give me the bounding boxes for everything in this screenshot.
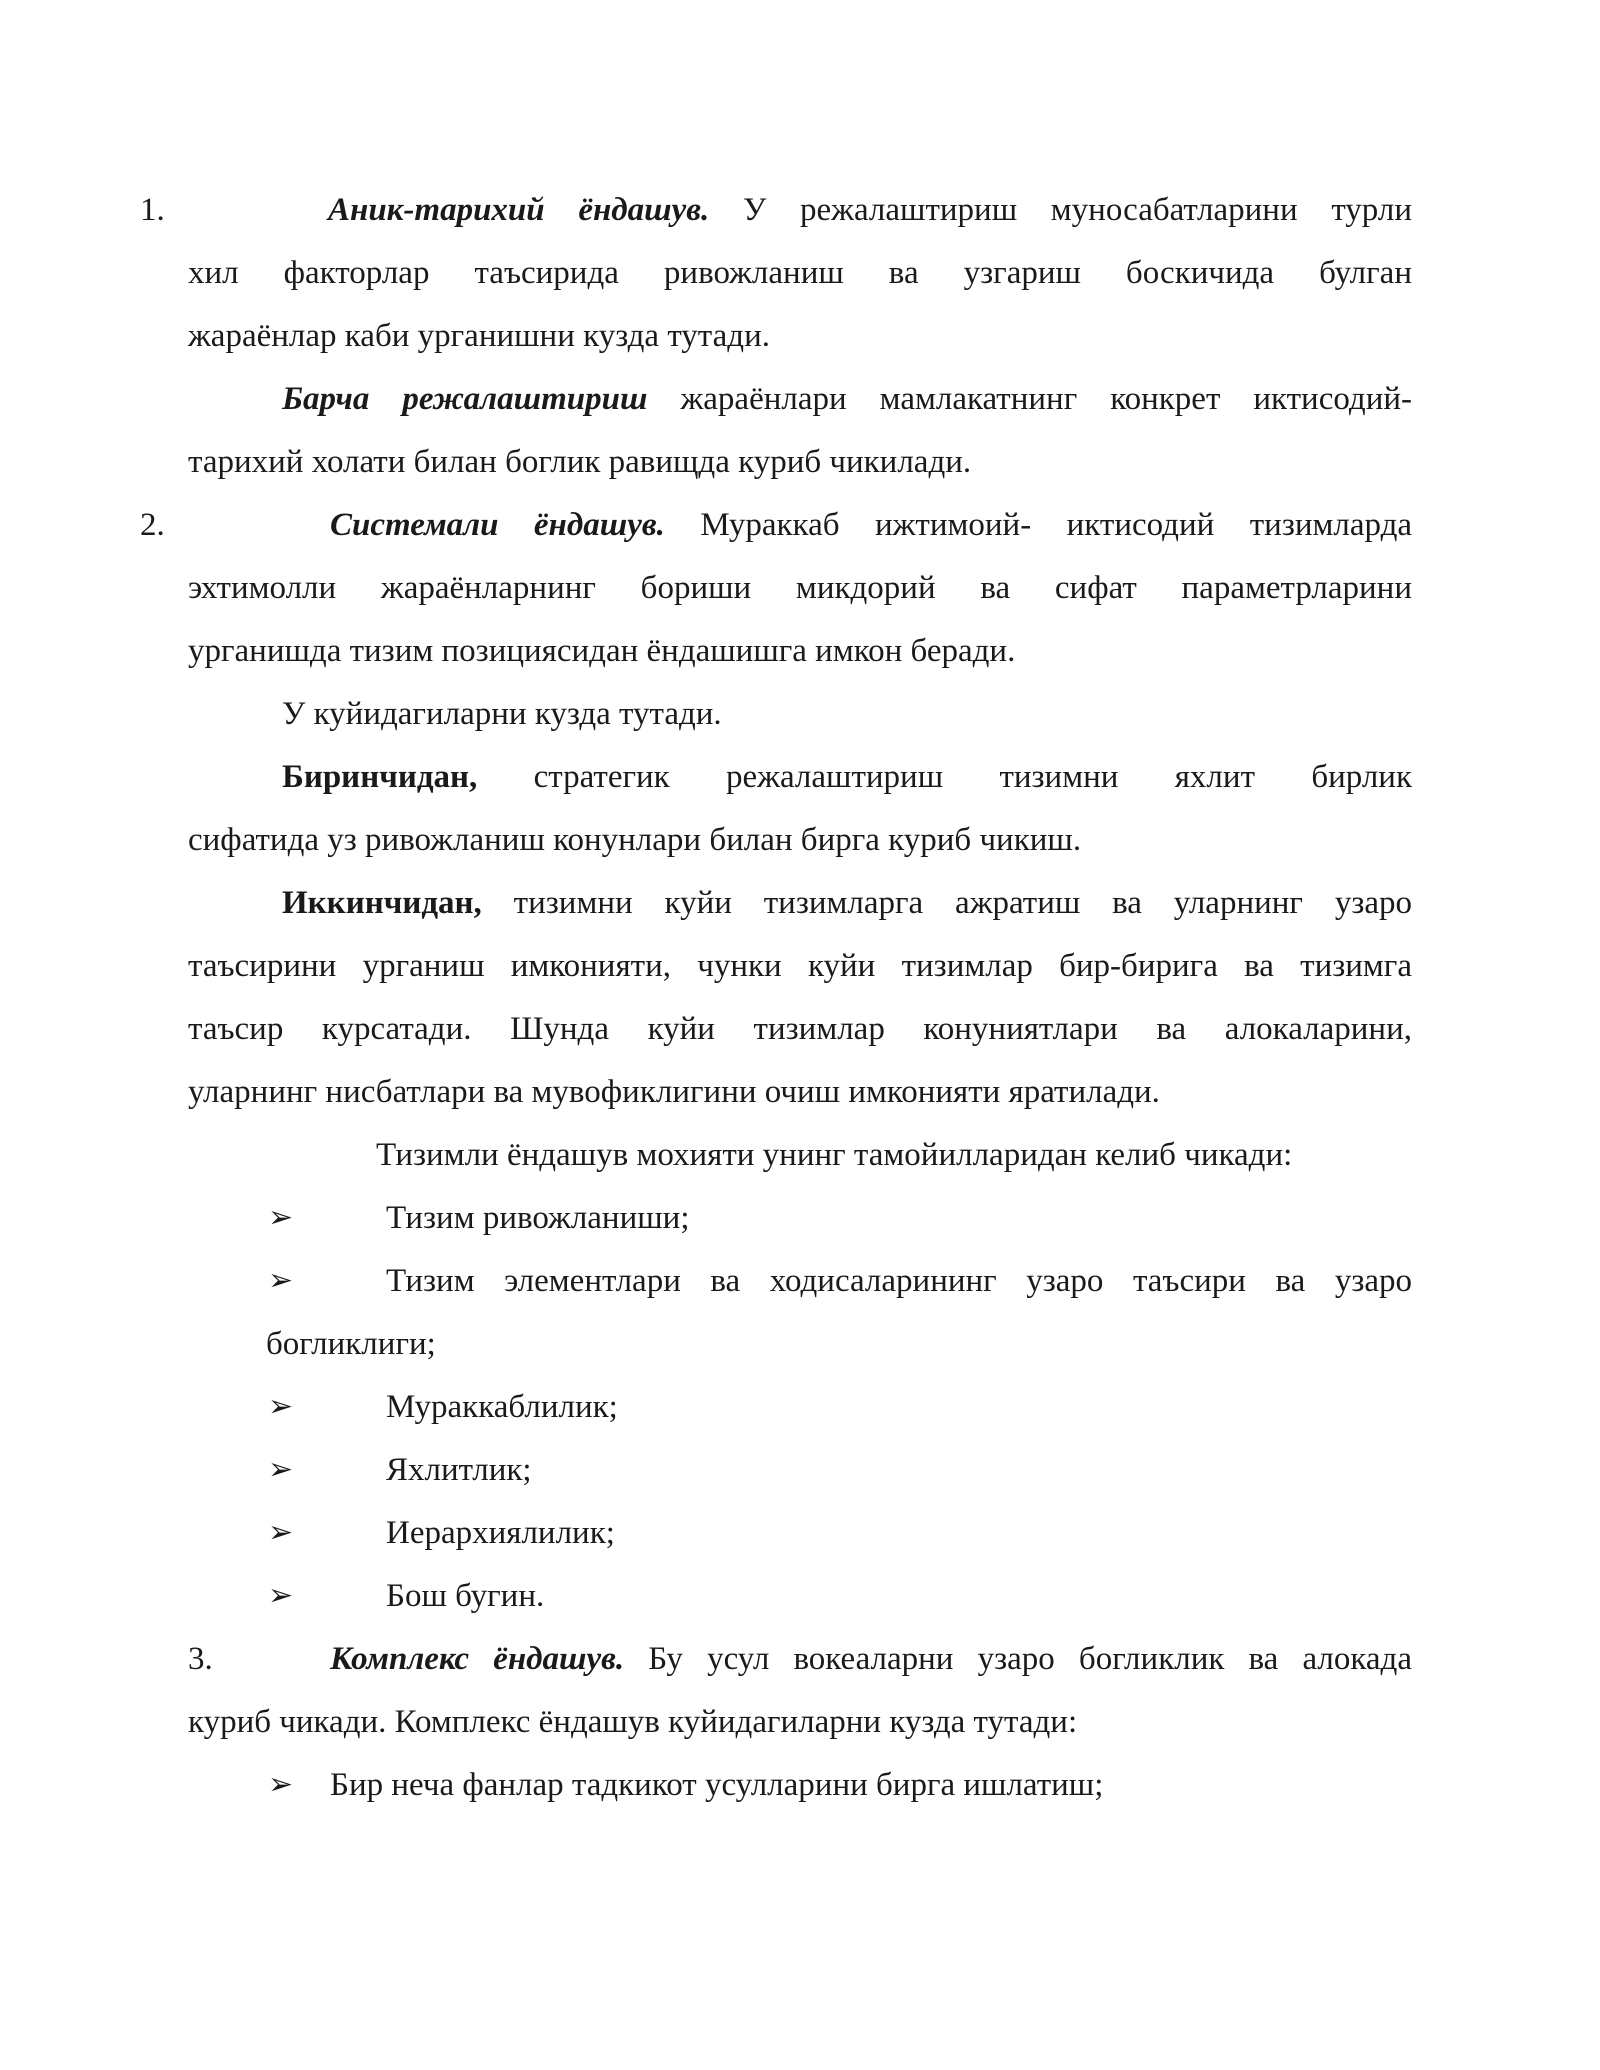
section-2-second-text: тизимни куйи тизимларга ажратиш ва уларнинг узаро (513, 885, 1412, 921)
arrowhead-bullet-icon: ➢ (268, 1389, 294, 1424)
arrowhead-bullet-icon: ➢ (268, 1200, 294, 1235)
bullet-item: Бир неча фанлар тадкикот усулларини бирга ишлатиш; (330, 1767, 1104, 1803)
section-1-line-1 (328, 190, 1412, 230)
section-2-first-text: стратегик режалаштириш тизимни яхлит бирлик (533, 759, 1412, 795)
arrowhead-bullet-icon: ➢ (268, 1515, 294, 1550)
section-2-intro: У куйидагиларни кузда тутади. (282, 696, 722, 732)
section-1-para2-bold: Барча режалаштириш (282, 381, 648, 417)
section-1-para2-text: жараёнлари мамлакатнинг конкрет иктисодий- (680, 381, 1413, 417)
section-3-line-1 (330, 1639, 1412, 1679)
bullet-item: Тизим ривожланиши; (386, 1200, 690, 1236)
section-2-second-line-2: таъсирини урганиш имконияти, чунки куйи тизимлар бир-бирига ва тизимга (188, 948, 1412, 984)
arrowhead-bullet-icon: ➢ (268, 1767, 294, 1802)
bullet-item: Яхлитлик; (386, 1452, 532, 1488)
section-1-text: У режалаштириш муносабатларини турли (742, 192, 1412, 228)
section-3-text: Бу усул вокеаларни узаро богликлик ва алокада (648, 1641, 1412, 1677)
section-2-number: 2. (140, 507, 165, 543)
section-2-second-line-3: таъсир курсатади. Шунда куйи тизимлар конуниятлари ва алокаларини, (188, 1011, 1412, 1047)
arrowhead-bullet-icon: ➢ (268, 1452, 294, 1487)
section-1-line-3: жараёнлар каби урганишни кузда тутади. (188, 318, 770, 354)
bullet-item: Мураккаблилик; (386, 1389, 618, 1425)
section-2-second-line-4: уларнинг нисбатлари ва мувофиклигини очиш имконияти яратилади. (188, 1074, 1160, 1110)
section-2-heading: Системали ёндашув. (330, 507, 665, 543)
section-3-line-2: куриб чикади. Комплекс ёндашув куйидагиларни кузда тутади: (188, 1704, 1078, 1740)
section-2-first-bold: Биринчидан, (282, 759, 478, 795)
section-2-line-3: урганишда тизим позициясидан ёндашишга имкон беради. (188, 633, 1016, 669)
bullet-item-continuation: богликлиги; (266, 1326, 436, 1362)
bullet-item: Бош бугин. (386, 1578, 545, 1614)
section-3-number: 3. (188, 1641, 213, 1677)
arrowhead-bullet-icon: ➢ (268, 1578, 294, 1613)
arrowhead-bullet-icon: ➢ (268, 1263, 294, 1298)
section-1-number: 1. (140, 192, 165, 228)
section-1-para2-line-2: тарихий холати билан боглик равищда куриб чикилади. (188, 444, 972, 480)
section-2-second-line-1 (282, 883, 1412, 923)
section-2-line-1 (330, 505, 1412, 545)
section-1-heading: Аник-тарихий ёндашув. (328, 192, 710, 228)
section-2-second-bold: Иккинчидан, (282, 885, 482, 921)
section-2-first-line-2: сифатида уз ривожланиш конунлари билан бирга куриб чикиш. (188, 822, 1082, 858)
section-2-first-line-1 (282, 757, 1412, 797)
section-1-para2-line-1 (282, 379, 1412, 419)
section-1-line-2: хил факторлар таъсирида ривожланиш ва узгариш боскичида булган (188, 255, 1412, 291)
section-3-heading: Комплекс ёндашув. (330, 1641, 625, 1677)
section-2-text: Мураккаб ижтимоий- иктисодий тизимларда (700, 507, 1413, 543)
bullet-item: Иерархиялилик; (386, 1515, 615, 1551)
section-2-principles-intro: Тизимли ёндашув мохияти унинг тамойилларидан келиб чикади: (376, 1137, 1293, 1173)
section-2-line-2: эхтимолли жараёнларнинг бориши микдорий ва сифат параметрларини (188, 570, 1412, 606)
bullet-item: Тизим элементлари ва ходисаларининг узаро таъсири ва узаро (386, 1263, 1412, 1299)
